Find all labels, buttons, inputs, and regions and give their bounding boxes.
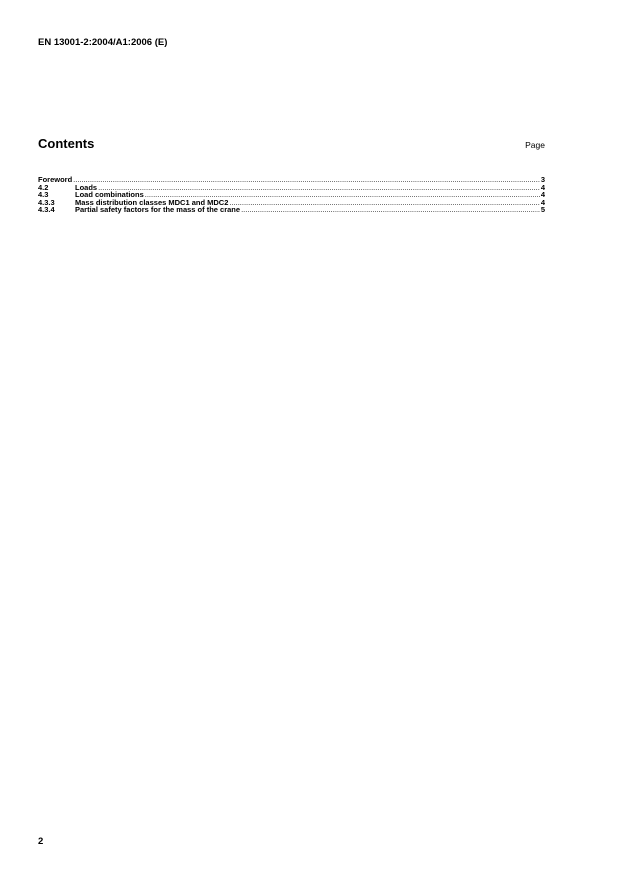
toc-entry-page: 5 [540,206,545,214]
toc-dot-leader [145,191,540,199]
toc-entry-load-combinations[interactable] [38,191,545,199]
toc-entry-title: Load combinations [75,191,144,199]
toc-entry-number: 4.3.3 [38,198,55,207]
toc-entry-number: 4.2 [38,183,49,192]
toc-entry-page: 4 [540,198,545,207]
toc-entry-title: Partial safety factors for the mass of the crane [75,206,241,214]
toc-entry-partial-safety-factors[interactable] [38,206,545,214]
table-of-contents [38,176,545,214]
toc-entry-number: 4.3 [38,191,49,199]
toc-entry-mass-distribution-classes[interactable] [38,199,545,207]
toc-entry-page: 3 [540,176,545,184]
page-number: 2 [38,836,44,847]
toc-entry-title: Loads [75,183,98,192]
toc-entry-loads[interactable] [38,184,545,192]
contents-title: Contents [38,136,95,151]
toc-dot-leader [73,176,540,184]
toc-entry-number: 4.3.4 [38,206,55,214]
document-header: EN 13001-2:2004/A1:2006 (E) [38,37,168,48]
toc-entry-title: Foreword [38,176,73,184]
toc-dot-leader [241,206,540,214]
page-column-label: Page [525,140,545,150]
toc-entry-page: 4 [540,183,545,192]
toc-entry-page: 4 [540,191,545,199]
toc-dot-leader [229,199,539,207]
toc-entry-foreword[interactable] [38,176,545,184]
toc-entry-title: Mass distribution classes MDC1 and MDC2 [75,198,229,207]
toc-dot-leader [98,184,540,192]
